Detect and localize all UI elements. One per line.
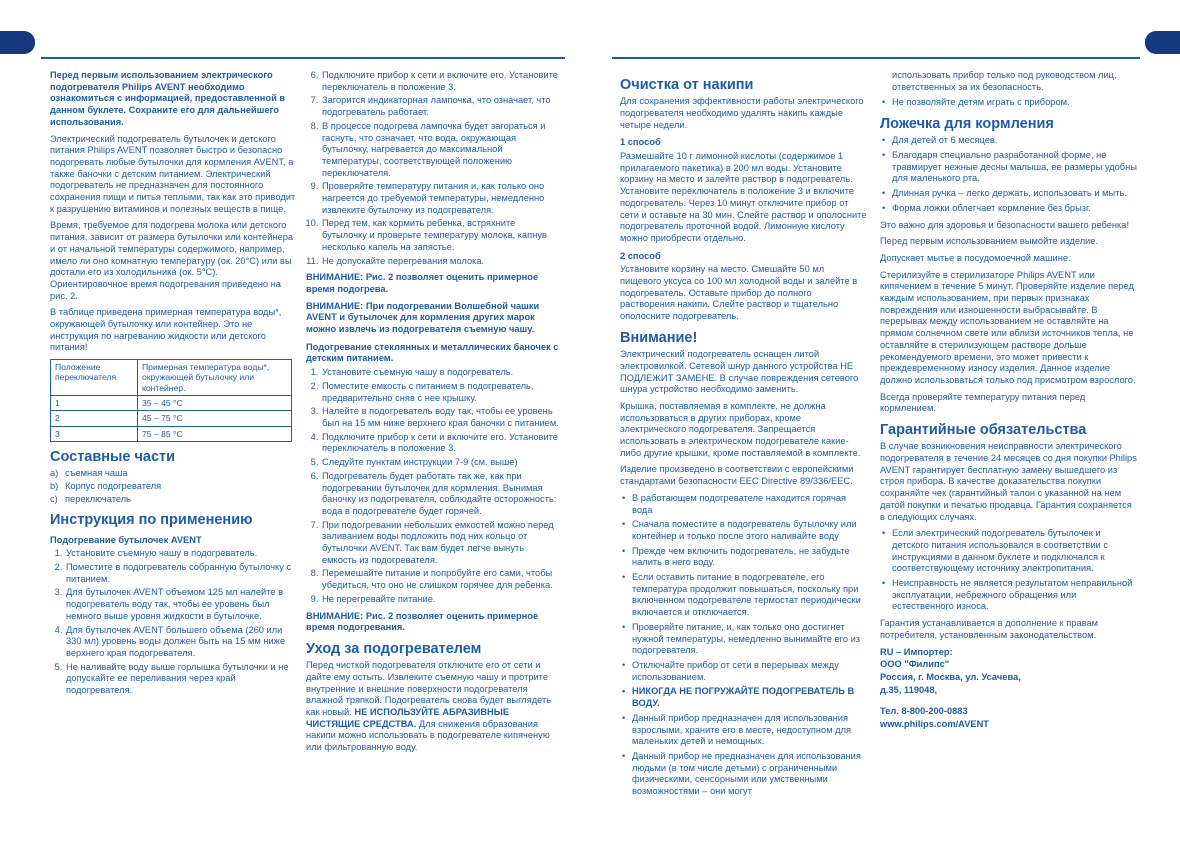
table-cell: 2	[51, 411, 138, 426]
table-cell: 75 – 85 °C	[138, 426, 292, 441]
section-heading: Ложечка для кормления	[880, 116, 1054, 133]
list-item: • Данный прибор не предназначен для использования людьми (в том числе детьми) с ограниченными физическими, сенсорными или умственными возможностями – они могут	[632, 751, 867, 798]
list-item: • Если электрический подогреватель бутылочек и детского питания использовался в соответствии с инструкциями в данном буклете и подключался к соответствующему источнику электропитания.	[892, 528, 1137, 575]
table-header-cell: Положение переключателя	[51, 360, 138, 396]
table-header-cell: Примерная температура воды*, окружающей бутылочку или контейнер.	[138, 360, 292, 396]
text-run: Для снижения образования накипи можно использовать в подогревателе кипяченую или фильтрованную воду.	[306, 718, 550, 753]
bullet-list	[880, 97, 1137, 109]
section-heading: Уход за подогревателем	[306, 640, 482, 657]
paragraph: Для сохранения эффективности работы электрического подогревателя необходимо удалять накипь каждые четыре недели.	[620, 96, 864, 130]
text-run: НЕ ИСПОЛЬЗУЙТЕ АБРАЗИВНЫЕ ЧИСТЯЩИЕ СРЕДСТВА.	[306, 706, 510, 729]
item-text: Корпус подогревателя	[65, 480, 162, 491]
address-line: ООО "Филипс"	[880, 659, 950, 670]
top-rule-left-page	[41, 57, 565, 59]
address-line: www.philips.com/AVENT	[880, 719, 989, 730]
list-item: • Отключайте прибор от сети в перерывах между использованием.	[632, 660, 867, 683]
list-item: • Прежде чем включить подогреватель, не забудьте налить в него воду.	[632, 546, 867, 569]
water-temperature-table	[50, 359, 292, 442]
numbered-list	[50, 548, 297, 696]
list-item: 9. Не перегревайте питание.	[321, 594, 559, 606]
sub-heading: Подогревание стеклянных и металлических баночек с детским питанием.	[306, 341, 559, 364]
paragraph: В случае возникновения неисправности электрического подогревателя в течение 24 месяцев со дня покупки Philips AVENT гарантирует бесплатную замену вышедшего из строя прибора. В качестве доказательства покупки сохраняйте чек (гарантийный талон с указанной на нем датой покупки и печатью продавца. Гарантия сохраняется в следующих случаях.	[880, 441, 1137, 522]
list-item: • Данный прибор предназначен для использования взрослыми, храните его в месте, недоступном для маленьких детей и немощных.	[632, 713, 867, 748]
paragraph: Крышка, поставляемая в комплекте, не должна использоваться в других приборах, кроме электрического подогревателя. Запрещается использовать в электрическом подогревателе какие-либо другие крышки, кроме поставляемой в комплекте.	[620, 400, 861, 458]
list-item: 8. В процессе подогрева лампочка будет загораться и гаснуть, что означает, что вода, окружающая бутылочку, нагревается до максимальной температуры, соответствующей положению переключателя.	[321, 121, 559, 180]
list-item: • Если оставить питание в подогревателе, его температура продолжит повышаться, поскольку при включенном подогревателе термостат периодически включается и отключается.	[632, 572, 867, 619]
table-cell: 35 – 45 °C	[138, 396, 292, 411]
list-item: 2. Поместите емкость с питанием в подогреватель, предварительно сняв с нее крышку.	[321, 381, 559, 404]
lettered-list-item	[50, 468, 297, 480]
list-item: 9. Проверяйте температуру питания и, как только оно нагреется до требуемой температуры, немедленно извлеките бутылочку из подогревателя.	[321, 181, 559, 216]
address-block	[880, 647, 1137, 697]
address-line: RU – Импортер:	[880, 646, 953, 657]
list-item: • Сначала поместите в подогреватель бутылочку или контейнер и только после этого наливайте воду	[632, 519, 867, 542]
table-cell: 3	[51, 426, 138, 441]
list-item: 1. Установите съемную чашу в подогреватель.	[65, 548, 297, 560]
lettered-list-item	[50, 494, 297, 506]
right-page-column-1	[620, 70, 867, 803]
list-item: 8. Перемешайте питание и попробуйте его сами, чтобы убедиться, что оно не слишком горячее для ребенка.	[321, 568, 559, 591]
paragraph: Гарантия устанавливается в дополнение к правам потребителя, установленным законодательством.	[880, 618, 1099, 640]
list-item: 6. Подогреватель будет работать так же, как при подогревании бутылочек для кормления. Вынимая баночку из подогревателя, соблюдайте осторожность: вода в подогревателе будет горячей.	[321, 471, 559, 518]
list-item: 5. Следуйте пунктам инструкции 7-9 (см. выше)	[321, 457, 559, 469]
table-cell: 45 – 75 °C	[138, 411, 292, 426]
list-item: • Не позволяйте детям играть с прибором.	[892, 97, 1137, 109]
sub-heading: Подогревание бутылочек AVENT	[50, 534, 202, 545]
paragraph: ВНИМАНИЕ: Рис. 2 позволяет оценить примерное время подогрева.	[306, 272, 539, 294]
list-item: 6. Подключите прибор к сети и включите его. Установите переключатель в положение 3.	[321, 70, 559, 93]
paragraph	[306, 660, 559, 754]
list-item: • Неисправность не является результатом неправильной эксплуатации, небрежного обращения или естественного износа.	[892, 578, 1137, 613]
paragraph: Размешайте 10 г лимонной кислоты (содержимое 1 прилагаемого пакетика) в 200 мл воды. Установите корзину на место и залейте раствор в подогреватель. Установите переключатель в положение 3 и включите подогреватель. Через 10 минут отключите прибор от сети и оставьте на 30 мин. Слейте раствор и ополосните подогреватель проточной водой. Лимонную кислоту можно приобрести отдельно.	[620, 151, 867, 243]
list-item: • В работающем подогревателе находится горячая вода	[632, 493, 867, 516]
top-rule-right-page	[612, 57, 1140, 59]
table-row	[51, 396, 292, 411]
numbered-list	[306, 367, 559, 605]
paragraph: Перед первым использованием электрического подогревателя Philips AVENT необходимо ознакомиться с информацией, предоставленной в данном буклете. Сохраните его для дальнейшего использования.	[50, 70, 286, 127]
paragraph: Допускает мытье в посудомоечной машине.	[880, 252, 1071, 263]
paragraph: Электрический подогреватель оснащен литой электровилкой. Сетевой шнур данного устройства НЕ ПОДЛЕЖИТ ЗАМЕНЕ. В случае повреждения сетевого шнура устройство необходимо заменить.	[620, 349, 859, 395]
list-item: • Благодаря специально разработанной форме, не травмирует нежные десны малыша, ее размеры удобны для маленького рта.	[892, 150, 1137, 185]
section-heading: Составные части	[50, 449, 176, 466]
list-item: 3. Налейте в подогреватель воду так, чтобы ее уровень был на 15 мм ниже верхнего края баночки с питанием.	[321, 406, 559, 429]
list-item: • Длинная ручка – легко держать, использовать и мыть.	[892, 188, 1137, 200]
sub-heading: 1 способ	[620, 137, 661, 148]
list-item: 1. Установите съемную чашу в подогреватель.	[321, 367, 559, 379]
list-item: 7. При подогревании небольших емкостей можно перед заливанием воды подложить под них кольцо от бутылочки AVENT. Так вам будет легче вынуть емкость из подогревателя.	[321, 520, 559, 567]
list-item: • Для детей от 6 месяцев.	[892, 135, 1137, 147]
address-block	[880, 706, 1137, 730]
list-item: 2. Поместите в подогреватель собранную бутылочку с питанием.	[65, 562, 297, 585]
paragraph: Время, требуемое для подогрева молока или детского питания, зависит от размера бутылочки или контейнера и от начальной температуры содержимого, например, имело ли оно комнатную температуру (ок. 20°C) или вы достали его из холодильника (ок. 5°C). Ориентировочное время подогревания приведено на рис. 2.	[50, 220, 294, 301]
table-row	[51, 411, 292, 426]
paragraph: ВНИМАНИЕ: Рис. 2 позволяет оценить примерное время подогревания.	[306, 610, 539, 633]
paragraph: Перед первым использованием вымойте изделие.	[880, 236, 1099, 247]
paragraph: Электрический подогреватель бутылочек и детского питания Philips AVENT позволяет быстро и безопасно подогревать любые бутылочки для кормления AVENT, а также баночки с детским питанием. Электрический подогреватель не предназначен для постоянного сохранения пищи и питья теплыми, так как это приводит к разрушению витаминов и полезных веществ в пище.	[50, 133, 296, 214]
bullet-list	[620, 493, 867, 798]
lettered-list-item	[50, 481, 297, 493]
section-heading: Инструкция по применению	[50, 512, 253, 529]
address-line: Тел. 8-800-200-0883	[880, 706, 968, 717]
table-header-row	[51, 360, 292, 396]
list-item: 4. Для бутылочек AVENT большего объема (260 или 330 мл) уровень воды должен быть на 15 мм ниже верхнего края подогревателя.	[65, 625, 297, 660]
item-marker: c)	[50, 493, 58, 504]
left-page-column-2	[306, 70, 559, 759]
table-cell: 1	[51, 396, 138, 411]
left-page-column-1	[50, 70, 297, 702]
paragraph: Изделие произведено в соответствии с европейскими стандартами безопасности EEC Directive 89/336/EEC.	[620, 464, 854, 487]
list-item: 10. Перед тем, как кормить ребенка, встряхните бутылочку и проверьте температуру молока, капнув несколько капель на запястье.	[321, 218, 559, 253]
paragraph: ВНИМАНИЕ: При подогревании Волшебной чашки AVENT и бутылочек для кормления других марок можно извлечь из подогревателя съемную чашу.	[306, 300, 540, 335]
page-edge-mark-left	[0, 31, 35, 54]
sub-heading: 2 способ	[620, 250, 661, 261]
address-line: д.35, 119048,	[880, 684, 938, 695]
item-text: переключатель	[65, 493, 132, 504]
list-item: 7. Загорится индикаторная лампочка, что означает, что подогреватель работает.	[321, 95, 559, 118]
list-item: 4. Подключите прибор к сети и включите его. Установите переключатель в положение 3.	[321, 432, 559, 455]
address-line: Россия, г. Москва, ул. Усачева,	[880, 672, 1021, 682]
paragraph: Всегда проверяйте температуру питания перед кормлением.	[880, 391, 1086, 414]
paragraph: Это важно для здоровья и безопасности вашего ребенка!	[880, 219, 1130, 230]
list-item: 5. Не наливайте воду выше горлышка бутылочки и не допускайте ее переливания через край подогревателя.	[65, 662, 297, 697]
bullet-list	[880, 135, 1137, 214]
list-item: 11. Не допускайте перегревания молока.	[321, 256, 559, 268]
list-item: 3. Для бутылочек AVENT объемом 125 мл налейте в подогреватель воду так, чтобы ее уровень был немного выше уровня жидкости в бутылочке.	[65, 587, 297, 622]
section-heading: Гарантийные обязательства	[880, 422, 1087, 439]
paragraph: Стерилизуйте в стерилизаторе Philips AVENT или кипячением в течение 5 минут. Проверяйте изделие перед каждым использованием, при первых признаках повреждения или изношенности выбрасывайте. В перерывах между использованием не оставляйте на прямом солнечном свете или вблизи источников тепла, не оставляйте в стерилизующем растворе дольше рекомендуемого времени, это может привести к преждевременному износу изделия. Данное изделие должно использоваться только под присмотром взрослого.	[880, 269, 1136, 385]
list-item: • НИКОГДА НЕ ПОГРУЖАЙТЕ ПОДОГРЕВАТЕЛЬ В ВОДУ.	[632, 686, 867, 709]
section-heading: Очистка от накипи	[620, 77, 754, 93]
item-text: съемная чаша	[65, 468, 128, 479]
item-marker: a)	[50, 468, 59, 479]
numbered-list	[306, 70, 559, 267]
table-row	[51, 426, 292, 441]
item-marker: b)	[50, 480, 59, 491]
bullet-list	[880, 528, 1137, 613]
paragraph: использовать прибор только под руководством лиц, ответственных за их безопасность.	[892, 70, 1117, 92]
text-run: Перед чисткой подогревателя отключите его от сети и дайте ему остыть. Извлеките съемную чашу и протрите внутренние и внешние поверхности подогревателя влажной тряпкой. Подогреватель снова будет выглядеть как новый.	[306, 660, 552, 717]
list-item: • Форма ложки облегчает кормление без брызг.	[892, 203, 1137, 215]
paragraph: Установите корзину на место. Смешайте 50 мл пищевого уксуса со 100 мл холодной воды и залейте в подогреватель. Оставьте прибор до полного растворения накипи. Слейте раствор и тщательно ополосните подогреватель.	[620, 264, 858, 322]
list-item: • Проверяйте питание, и, как только оно достигнет нужной температуры, немедленно вынимайте его из подогревателя.	[632, 622, 867, 657]
page-edge-mark-right	[1145, 31, 1180, 54]
section-heading: Внимание!	[620, 329, 698, 346]
paragraph: В таблице приведена примерная температура воды*, окружающей бутылочку или контейнер. Это не инструкция по нагреванию жидкости или детского питания!	[50, 307, 282, 353]
right-page-column-2	[880, 70, 1137, 737]
